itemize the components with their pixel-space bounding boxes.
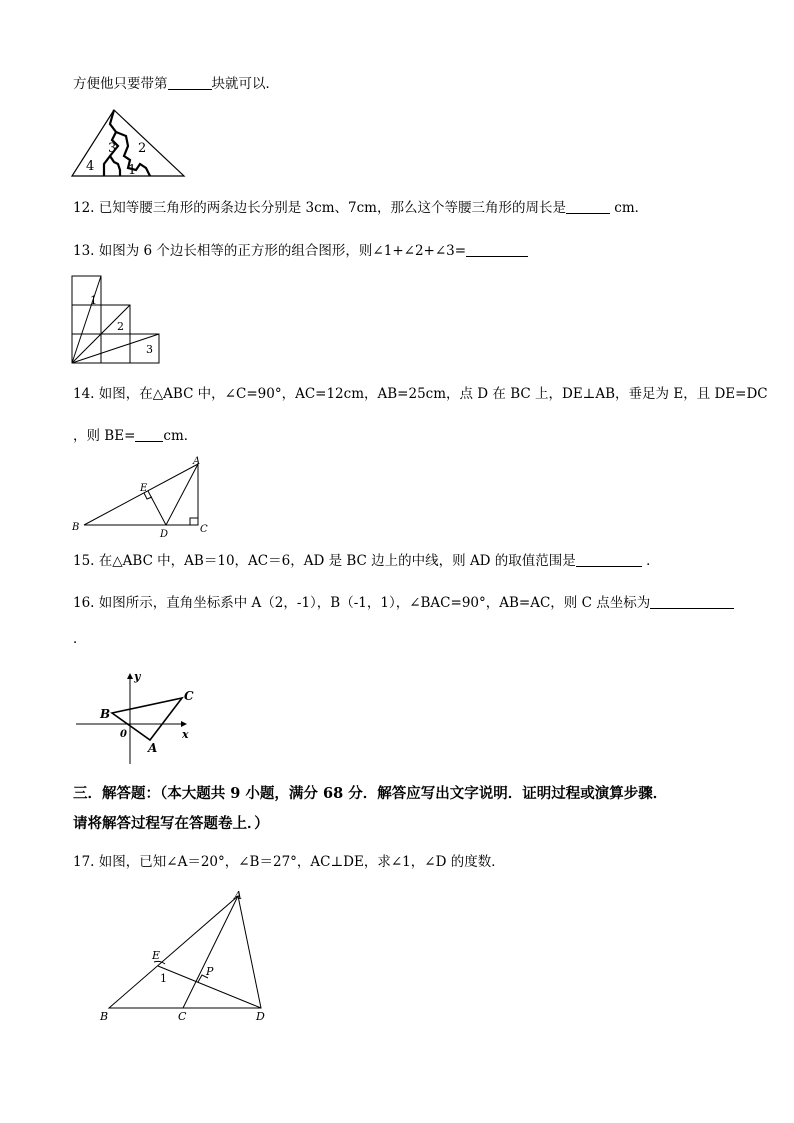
fig11-label-1: 1 bbox=[128, 163, 137, 178]
fig17-label-d: D bbox=[256, 1010, 265, 1023]
fig17-label-e: E bbox=[152, 949, 161, 962]
fig13-label-1: 1 bbox=[90, 294, 97, 307]
q11-text: 方便他只要带第 块就可以． bbox=[73, 76, 279, 92]
q13-text: 13. 如图为 6 个边长相等的正方形的组合图形，则∠1+∠2+∠3= bbox=[73, 242, 528, 260]
fig17-label-p: P bbox=[206, 965, 214, 978]
figure-coordinate-plane bbox=[70, 668, 196, 768]
fig14-label-a: A bbox=[193, 456, 201, 467]
answer-blank bbox=[566, 199, 610, 214]
fig13-label-2: 2 bbox=[117, 320, 124, 333]
answer-blank bbox=[135, 427, 163, 442]
fig17-label-1: 1 bbox=[160, 972, 167, 985]
fig11-label-3: 3 bbox=[108, 141, 117, 156]
fig17-label-c: C bbox=[178, 1010, 187, 1023]
fig17-label-a: A bbox=[234, 889, 242, 902]
fig16-label-b: B bbox=[100, 707, 111, 721]
answer-blank bbox=[466, 242, 528, 257]
fig14-label-c: C bbox=[200, 524, 208, 535]
q14-line2: ，则 BE= cm． bbox=[73, 428, 198, 444]
q17-text: 17. 如图，已知∠A＝20°，∠B＝27°，AC⊥DE，求∠1，∠D 的度数． bbox=[73, 854, 505, 870]
section3-heading-line2: 请将解答过程写在答题卷上．） bbox=[73, 815, 269, 832]
q15-text: 15. 在△ABC 中，AB＝10，AC＝6，AD 是 BC 边上的中线，则 AD 的取值范围是 ． bbox=[73, 553, 660, 569]
q14-line1: 14. 如图，在△ABC 中，∠C=90°，AC=12cm，AB=25cm，点 D 在 BC 上，DE⊥AB，垂足为 E，且 DE=DC bbox=[73, 386, 768, 402]
fig16-label-a: A bbox=[148, 741, 158, 755]
answer-blank bbox=[168, 75, 212, 90]
fig11-label-4: 4 bbox=[86, 159, 95, 174]
fig14-label-b: B bbox=[72, 522, 80, 533]
fig16-label-0: 0 bbox=[120, 729, 127, 740]
figure-broken-triangle bbox=[70, 106, 188, 180]
q12-text: 12. 已知等腰三角形的两条边长分别是 3cm、7cm，那么这个等腰三角形的周长是 cm． bbox=[73, 200, 649, 216]
q16-text: 16. 如图所示，直角坐标系中 A（2，-1），B（-1，1），∠BAC=90°，AB=AC，则 C 点坐标为 bbox=[73, 594, 734, 612]
fig14-label-d: D bbox=[160, 529, 169, 540]
fig14-label-e: E bbox=[140, 483, 148, 494]
figure-q17-triangle bbox=[94, 886, 276, 1024]
fig16-label-x: x bbox=[182, 728, 189, 741]
fig16-label-c: C bbox=[184, 689, 194, 703]
fig13-label-3: 3 bbox=[146, 343, 153, 356]
figure-six-squares bbox=[70, 274, 164, 366]
answer-blank bbox=[650, 594, 734, 609]
fig16-label-y: y bbox=[134, 670, 141, 683]
q16-line2: ． bbox=[73, 631, 87, 647]
figure-right-triangle-abc bbox=[70, 456, 220, 540]
fig17-label-b: B bbox=[100, 1010, 109, 1023]
fig11-label-2: 2 bbox=[138, 141, 147, 156]
answer-blank bbox=[576, 552, 642, 567]
section3-heading-line1: 三．解答题：（本大题共 9 小题，满分 68 分．解答应写出文字说明．证明过程或演算步骤． bbox=[73, 785, 668, 802]
